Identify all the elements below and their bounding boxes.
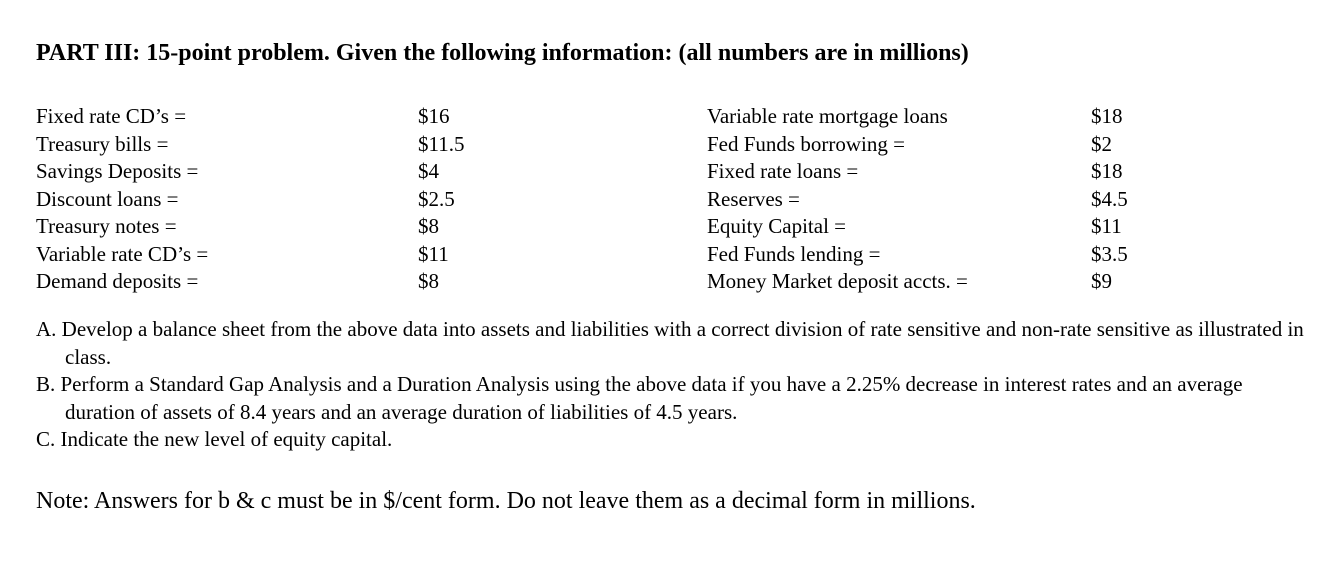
item-label: Fed Funds lending =: [707, 241, 881, 266]
item-label: Variable rate CD’s =: [36, 241, 209, 266]
item-label: Reserves =: [707, 186, 800, 211]
data-row: [0, 213, 1328, 241]
item-value: $4.5: [1091, 186, 1128, 211]
item-label: Fixed rate CD’s =: [36, 104, 187, 128]
item-value: $2.5: [418, 186, 455, 211]
data-row: [0, 131, 1328, 159]
answer-format-note: Note: Answers for b & c must be in $/cent form. Do not leave them as a decimal form in millions.: [36, 488, 976, 514]
item-value: $16: [418, 104, 450, 128]
item-value: $4: [418, 159, 439, 183]
item-value: $18: [1091, 159, 1123, 183]
item-label: Fed Funds borrowing =: [707, 131, 905, 156]
data-row: [0, 158, 1328, 186]
item-label: Savings Deposits =: [36, 159, 199, 183]
question-b: B. Perform a Standard Gap Analysis and a Duration Analysis using the above data if you have a 2.25% decrease in interest rates and an average duration of assets of 8.4 years and an average duration of liabilities of 4.5 years.: [36, 372, 1243, 424]
data-row: [0, 103, 1328, 131]
item-value: $11.5: [418, 131, 465, 156]
item-value: $11: [418, 241, 449, 266]
item-label: Demand deposits =: [36, 269, 199, 293]
data-row: [0, 186, 1328, 214]
data-row: [0, 268, 1328, 296]
item-value: $9: [1091, 269, 1112, 293]
item-value: $2: [1091, 131, 1112, 156]
item-value: $8: [418, 214, 439, 238]
item-label: Variable rate mortgage loans: [707, 104, 948, 128]
item-value: $3.5: [1091, 241, 1128, 266]
item-label: Equity Capital =: [707, 214, 846, 238]
question-list: [36, 316, 1306, 454]
item-value: $11: [1091, 214, 1122, 238]
data-row: [0, 241, 1328, 269]
given-data-table: [0, 103, 1328, 296]
item-label: Treasury notes =: [36, 214, 177, 238]
item-value: $18: [1091, 104, 1123, 128]
question-c: C. Indicate the new level of equity capital.: [36, 427, 393, 451]
problem-title: PART III: 15-point problem. Given the following information: (all numbers are in millions): [36, 40, 969, 66]
item-label: Discount loans =: [36, 186, 179, 211]
item-label: Money Market deposit accts. =: [707, 269, 968, 293]
item-value: $8: [418, 269, 439, 293]
item-label: Fixed rate loans =: [707, 159, 859, 183]
question-a: A. Develop a balance sheet from the above data into assets and liabilities with a correct division of rate sensitive and non-rate sensitive as illustrated in class.: [36, 317, 1304, 369]
item-label: Treasury bills =: [36, 131, 169, 156]
